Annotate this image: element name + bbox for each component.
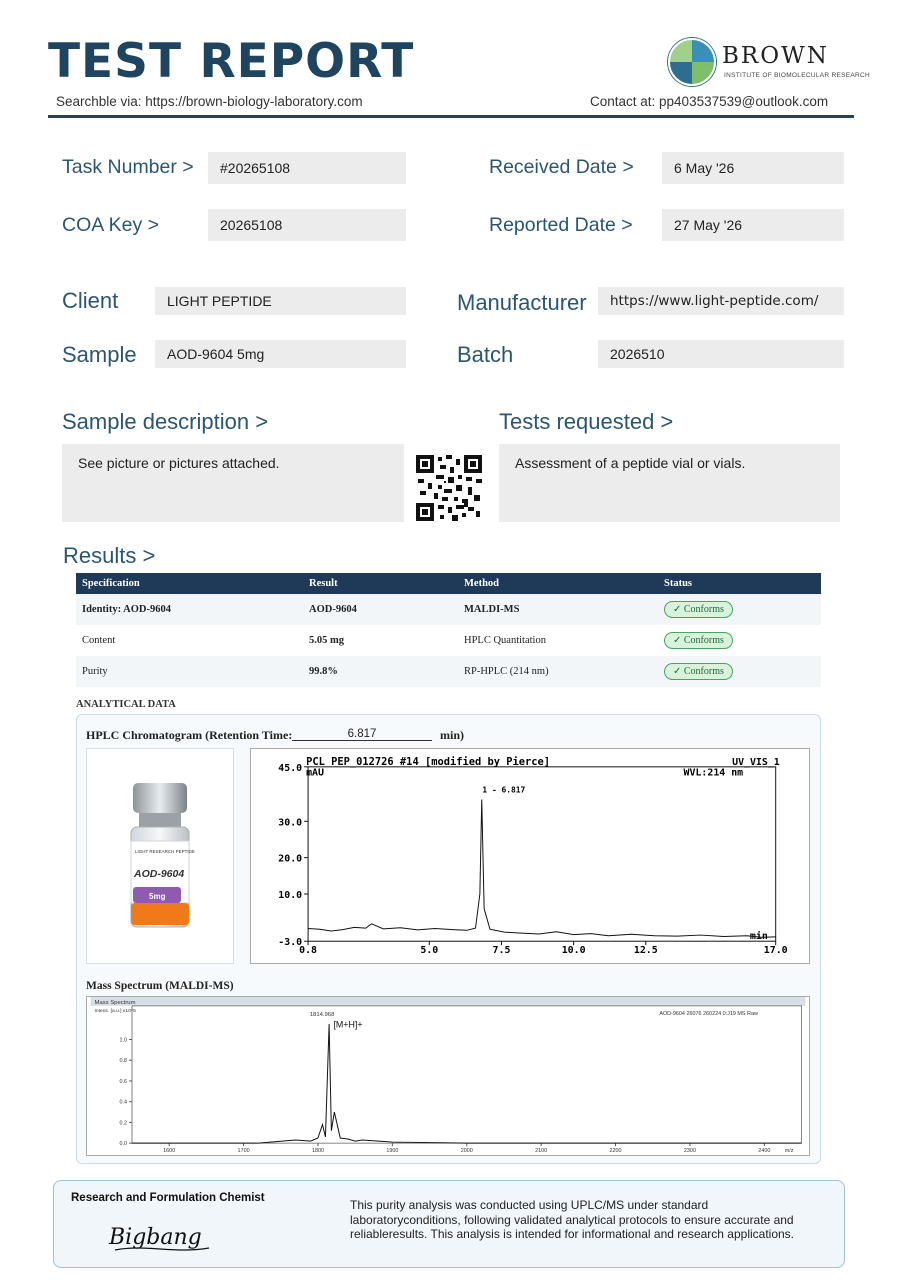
y-axis-label: mAU xyxy=(306,767,324,779)
chart-title: PCL PEP_012726 #14 [modified by Pierce] xyxy=(306,755,551,768)
signature xyxy=(105,1214,215,1258)
row-result: 99.8% xyxy=(303,656,458,687)
peptide-vial-icon xyxy=(87,749,233,963)
chart-right-title: UV_VIS_1 xyxy=(732,756,780,768)
report-title: TEST REPORT xyxy=(48,34,415,89)
chemist-label: Research and Formulation Chemist xyxy=(71,1192,265,1204)
y-tick-label: 10.0 xyxy=(278,889,303,901)
ms-y-axis-label: Intens. [a.u.] x10^5 xyxy=(94,1008,136,1014)
analytical-data-heading: ANALYTICAL DATA xyxy=(76,699,176,710)
reported-date-value: 27 May '26 xyxy=(662,209,844,241)
row-spec: Purity xyxy=(76,656,303,687)
results-heading: Results > xyxy=(63,543,156,568)
tests-requested-box: Assessment of a peptide vial or vials. xyxy=(499,444,840,522)
table-row xyxy=(76,594,821,625)
row-result: 5.05 mg xyxy=(309,635,344,646)
col-status: Status xyxy=(658,573,821,594)
row-method: MALDI-MS xyxy=(458,594,658,625)
sample-value: AOD-9604 5mg xyxy=(155,340,406,368)
task-number-value: #20265108 xyxy=(208,152,406,184)
table-row xyxy=(76,625,821,656)
hplc-plot-frame xyxy=(308,767,776,941)
ms-y-tick-label: 0.2 xyxy=(119,1120,128,1127)
coa-key-value: 20265108 xyxy=(208,209,406,241)
chart-right-subtitle: WVL:214 nm xyxy=(683,767,744,779)
results-table xyxy=(76,573,821,687)
x-tick-label: 10.0 xyxy=(561,945,586,957)
y-tick-label: 30.0 xyxy=(278,817,303,829)
retention-time-value: 6.817 xyxy=(292,728,432,741)
ms-plot-frame xyxy=(132,1006,802,1143)
vial-dose: 5mg xyxy=(149,892,166,901)
row-method: RP-HPLC (214 nm) xyxy=(458,656,658,687)
sample-label: Sample xyxy=(62,342,137,367)
col-specification: Specification xyxy=(76,573,303,594)
ms-chart-right-title: AOD-9604 26076 260224 0:J19 MS Raw xyxy=(659,1010,758,1017)
sample-description-label: Sample description > xyxy=(62,409,269,434)
coa-key-label: COA Key > xyxy=(62,214,160,236)
tests-requested-label: Tests requested > xyxy=(499,409,674,434)
peak-label: 1 - 6.817 xyxy=(482,785,526,795)
ms-x-tick-label: 1900 xyxy=(386,1148,399,1155)
ms-x-tick-label: 1800 xyxy=(311,1148,325,1155)
ms-x-tick-label: 2400 xyxy=(758,1148,771,1155)
col-method: Method xyxy=(458,573,658,594)
y-tick-label: 20.0 xyxy=(278,853,303,865)
dna-logo-icon xyxy=(668,38,716,86)
client-value: LIGHT PEPTIDE xyxy=(155,287,406,315)
status-badge: ✓ Conforms xyxy=(664,601,733,618)
ms-y-tick-label: 1.0 xyxy=(119,1037,128,1044)
hplc-series-line xyxy=(308,800,776,938)
logo-name: BROWN xyxy=(722,43,829,69)
qr-code-icon[interactable] xyxy=(416,455,482,521)
status-badge: ✓ Conforms xyxy=(664,632,733,649)
vial-brand: LIGHT RESEARCH PEPTIDE xyxy=(135,849,195,854)
ms-x-tick-label: 1600 xyxy=(163,1148,176,1155)
ms-x-tick-label: 2200 xyxy=(609,1148,622,1155)
footer-note: This purity analysis was conducted using UPLC/MS under standard laboratoryconditions, following validated analytical protocols to ensure accurate and reliableresults. This analysis is intended for informational and research applications. xyxy=(350,1198,795,1241)
ms-x-tick-label: 2300 xyxy=(683,1148,696,1155)
row-spec: Identity: AOD-9604 xyxy=(76,594,303,625)
ms-y-tick-label: 0.8 xyxy=(119,1058,128,1065)
table-row xyxy=(76,656,821,687)
ms-x-axis-label: m/z xyxy=(784,1148,794,1155)
x-axis-label: min xyxy=(749,931,768,943)
ms-y-tick-label: 0.0 xyxy=(119,1141,128,1148)
mass-spectrum xyxy=(86,996,810,1156)
ms-series-line xyxy=(132,1024,802,1143)
hplc-chromatogram xyxy=(250,748,810,964)
row-method: HPLC Quantitation xyxy=(464,635,546,646)
x-tick-label: 7.5 xyxy=(492,945,511,957)
batch-label: Batch xyxy=(457,342,514,367)
reported-date-label: Reported Date > xyxy=(489,214,633,236)
batch-value: 2026510 xyxy=(598,340,844,368)
sample-description-box: See picture or pictures attached. xyxy=(62,444,404,522)
ms-x-tick-label: 1700 xyxy=(237,1148,250,1155)
client-label: Client xyxy=(62,288,119,313)
ms-chart-title: Mass Spectrum xyxy=(94,999,136,1006)
y-tick-label: -3.0 xyxy=(278,937,303,949)
x-tick-label: 12.5 xyxy=(633,945,658,957)
ms-y-tick-label: 0.4 xyxy=(119,1099,128,1106)
vial-name: AOD-9604 xyxy=(134,868,185,880)
ms-title: Mass Spectrum (MALDI-MS) xyxy=(86,980,234,992)
row-result: AOD-9604 xyxy=(303,594,458,625)
searchable-link[interactable]: Searchble via: https://brown-biology-laboratory.com xyxy=(56,94,363,109)
received-date-label: Received Date > xyxy=(489,156,634,178)
ms-peak-label: 1814.968 xyxy=(309,1011,335,1018)
contact-email[interactable]: Contact at: pp403537539@outlook.com xyxy=(590,94,829,109)
retention-time-unit: min) xyxy=(440,728,464,742)
hplc-title: HPLC Chromatogram (Retention Time: xyxy=(86,728,293,742)
x-tick-label: 17.0 xyxy=(763,945,788,957)
vial-photo xyxy=(86,748,234,964)
signature-text: Bigbang xyxy=(109,1225,202,1250)
status-badge: ✓ Conforms xyxy=(664,663,733,680)
row-spec: Content xyxy=(82,635,116,646)
received-date-value: 6 May '26 xyxy=(662,152,844,184)
ms-x-tick-label: 2100 xyxy=(535,1148,548,1155)
task-number-label: Task Number > xyxy=(62,156,194,178)
header-divider xyxy=(48,115,854,118)
ms-y-tick-label: 0.6 xyxy=(119,1078,128,1085)
manufacturer-label: Manufacturer xyxy=(457,290,587,315)
col-result: Result xyxy=(303,573,458,594)
logo-tagline: INSTITUTE OF BIOMOLECULAR RESEARCH xyxy=(724,72,870,79)
x-tick-label: 5.0 xyxy=(420,945,439,957)
x-tick-label: 0.8 xyxy=(299,945,318,957)
y-tick-label: 45.0 xyxy=(278,762,303,774)
ms-ion-label: [M+H]+ xyxy=(333,1019,363,1030)
manufacturer-value: https://www.light-peptide.com/ xyxy=(598,287,844,315)
ms-x-tick-label: 2000 xyxy=(460,1148,473,1155)
